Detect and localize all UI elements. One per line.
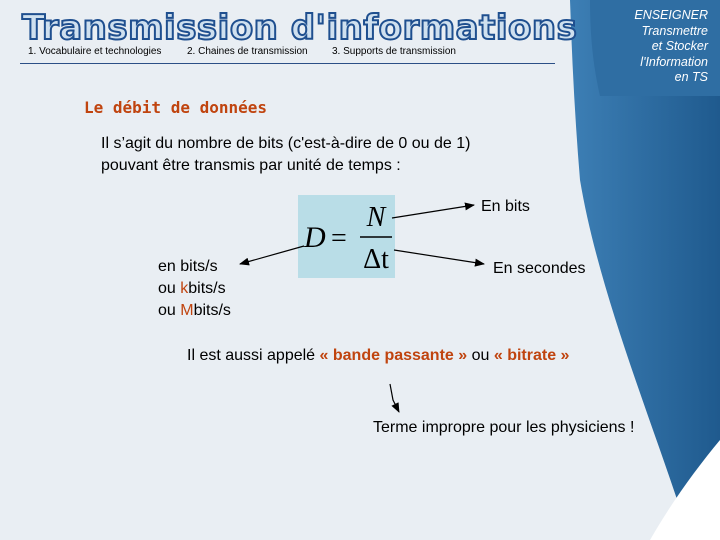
- formula-numerator: N: [366, 202, 386, 233]
- tab-chaines[interactable]: 2. Chaines de transmission: [187, 46, 308, 57]
- nav-divider: [20, 63, 555, 64]
- course-badge: [560, 0, 720, 96]
- label-en-secondes: En secondes: [493, 260, 586, 277]
- label-en-bits: En bits: [481, 198, 530, 215]
- tab-vocabulaire[interactable]: 1. Vocabulaire et technologies: [28, 46, 162, 57]
- units-prefix-m: M: [180, 302, 194, 319]
- badge-line: et Stocker: [651, 39, 708, 53]
- badge-line: en TS: [674, 70, 708, 84]
- formula-denominator: Δt: [363, 244, 389, 275]
- units-line: ou Mbits/s: [158, 302, 231, 319]
- tab-supports[interactable]: 3. Supports de transmission: [332, 46, 456, 57]
- units-line: en bits/s: [158, 258, 218, 275]
- page-title: Transmission d'informations: [22, 8, 578, 48]
- units-list: [158, 256, 231, 322]
- formula-box: [298, 195, 395, 278]
- physicists-note: Terme impropre pour les physiciens !: [373, 419, 635, 436]
- units-prefix-k: k: [180, 280, 189, 297]
- badge-line: Transmettre: [641, 23, 708, 38]
- units-line: ou kbits/s: [158, 280, 226, 297]
- section-title: Le débit de données: [84, 98, 268, 117]
- also-called-text: Il est aussi appelé « bande passante » ou « bitrate »: [187, 347, 570, 364]
- formula-lhs: D: [304, 221, 326, 254]
- term-bitrate: « bitrate »: [493, 347, 570, 364]
- badge-line: ENSEIGNER: [634, 8, 708, 22]
- badge-text: [588, 8, 708, 86]
- formula-equation: [298, 195, 395, 278]
- term-bande-passante: « bande passante »: [319, 347, 468, 364]
- definition-text: [101, 133, 581, 177]
- formula-equals: =: [331, 223, 347, 254]
- definition-line: Il s’agit du nombre de bits (c'est-à-dire de 0 ou de 1): [101, 135, 471, 152]
- definition-line: pouvant être transmis par unité de temps :: [101, 157, 401, 174]
- badge-line: l'Information: [640, 54, 708, 69]
